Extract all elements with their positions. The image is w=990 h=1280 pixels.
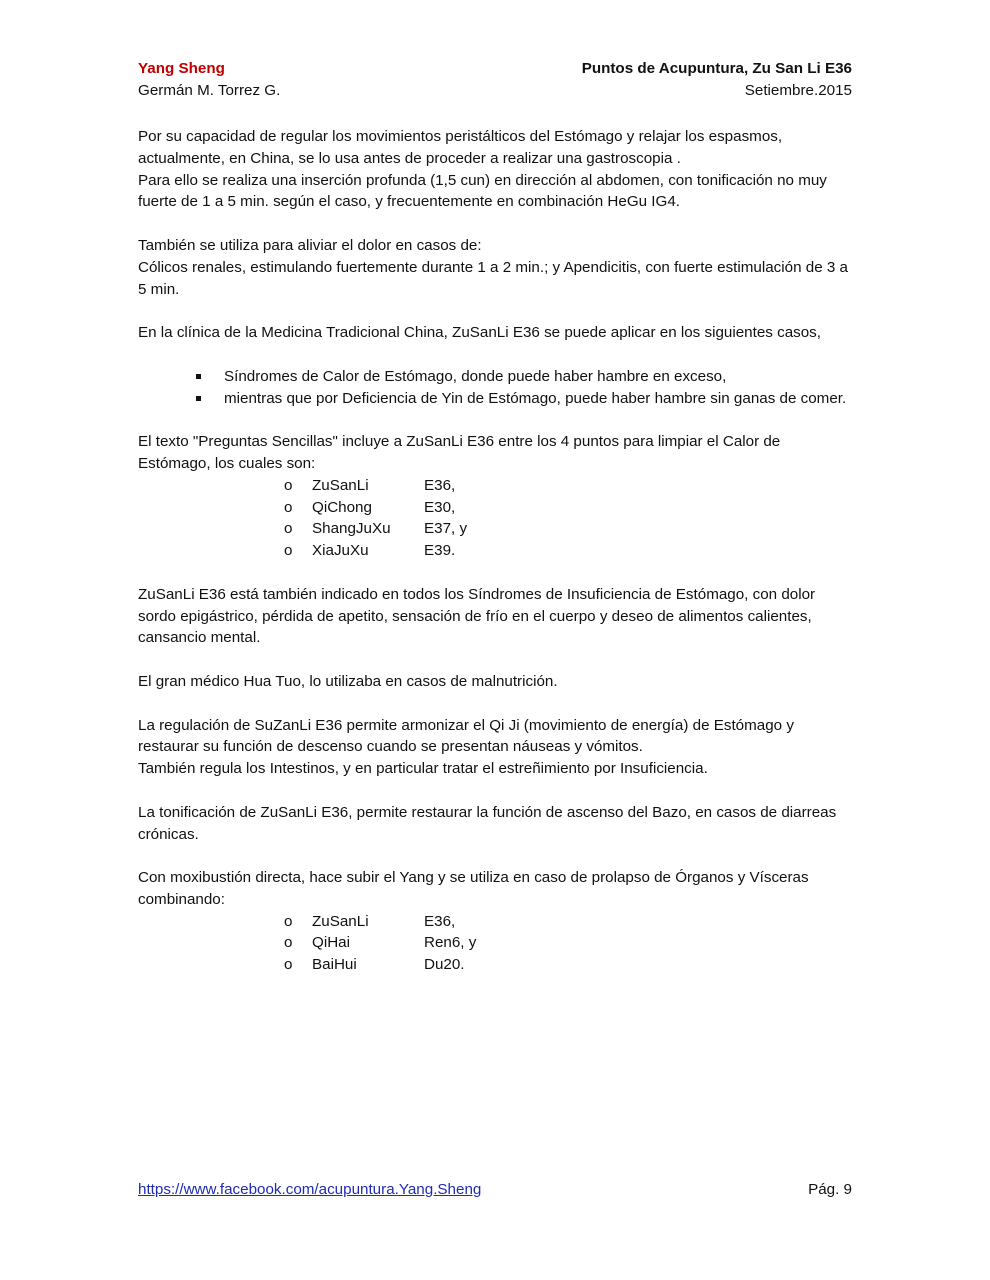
point-name: QiHai (312, 934, 350, 952)
circle-bullet-icon: o (284, 912, 293, 930)
list-item (138, 954, 852, 976)
paragraph: La tonificación de ZuSanLi E36, permite restaurar la función de ascenso del Bazo, en casos de diarreas crónicas. (138, 803, 837, 843)
paragraph: También se utiliza para aliviar el dolor en casos de: (138, 236, 482, 254)
heat-points-list (138, 475, 852, 562)
bullet-item (138, 366, 852, 388)
page-number: Pág. 9 (808, 1181, 852, 1198)
point-code: Du20. (424, 956, 465, 974)
circle-bullet-icon: o (284, 956, 293, 974)
point-name: ZuSanLi (312, 912, 369, 930)
list-item (138, 932, 852, 954)
bullet-item (138, 388, 852, 410)
point-code: E36, (424, 912, 456, 930)
header-row-1 (138, 58, 852, 80)
page-footer (138, 1179, 852, 1201)
point-code: E39. (424, 542, 456, 560)
brand-title: Yang Sheng (138, 60, 225, 77)
document-date: Setiembre.2015 (744, 82, 852, 99)
document-title: Puntos de Acupuntura, Zu San Li E36 (581, 60, 852, 77)
paragraph: También regula los Intestinos, y en particular tratar el estreñimiento por Insuficiencia. (138, 760, 708, 778)
circle-bullet-icon: o (284, 520, 293, 538)
square-bullet-icon (196, 396, 201, 401)
paragraph: ZuSanLi E36 está también indicado en todos los Síndromes de Insuficiencia de Estómago, con dolor sordo epigástrico, pérdida de apetito, sensación de frío en el cuerpo y deseo de alimentos calientes, cansancio mental. (138, 585, 816, 647)
moxa-points-list (138, 911, 852, 976)
point-code: Ren6, y (424, 934, 477, 952)
point-name: BaiHui (312, 956, 357, 974)
list-item (138, 475, 852, 497)
paragraph: El gran médico Hua Tuo, lo utilizaba en casos de malnutrición. (138, 672, 558, 690)
paragraph: Por su capacidad de regular los movimientos peristálticos del Estómago y relajar los espasmos, actualmente, en China, se lo usa antes de proceder a realizar una gastroscopia . (138, 128, 783, 167)
paragraph: La regulación de SuZanLi E36 permite armonizar el Qi Ji (movimiento de energía) de Estómago y restaurar su función de descenso cuando se presentan náuseas y vómitos. (138, 716, 794, 756)
circle-bullet-icon: o (284, 542, 293, 560)
list-item (138, 540, 852, 562)
point-name: QiChong (312, 498, 372, 516)
paragraph: Con moxibustión directa, hace subir el Yang y se utiliza en caso de prolapso de Órganos y Vísceras combinando: (138, 869, 809, 908)
paragraph: Cólicos renales, estimulando fuertemente durante 1 a 2 min.; y Apendicitis, con fuerte estimulación de 3 a 5 min. (138, 258, 848, 298)
list-item (138, 497, 852, 519)
author-name: Germán M. Torrez G. (138, 82, 281, 99)
bullet-text: mientras que por Deficiencia de Yin de Estómago, puede haber hambre sin ganas de comer. (224, 389, 847, 407)
paragraph: En la clínica de la Medicina Tradicional China, ZuSanLi E36 se puede aplicar en los siguientes casos, (138, 324, 821, 342)
point-name: ZuSanLi (312, 476, 369, 494)
point-name: XiaJuXu (312, 542, 369, 560)
point-code: E37, y (424, 520, 468, 538)
circle-bullet-icon: o (284, 934, 293, 952)
list-item (138, 518, 852, 540)
document-page (138, 58, 852, 976)
circle-bullet-icon: o (284, 476, 293, 494)
paragraph: El texto "Preguntas Sencillas" incluye a ZuSanLi E36 entre los 4 puntos para limpiar el Calor de Estómago, los cuales son: (138, 433, 781, 472)
bullet-list (138, 366, 852, 410)
bullet-text: Síndromes de Calor de Estómago, donde puede haber hambre en exceso, (224, 367, 727, 385)
point-name: ShangJuXu (312, 520, 391, 538)
point-code: E36, (424, 476, 456, 494)
list-item (138, 911, 852, 933)
facebook-link[interactable]: https://www.facebook.com/acupuntura.Yang.Sheng (138, 1181, 482, 1198)
paragraph: Para ello se realiza una inserción profunda (1,5 cun) en dirección al abdomen, con tonificación no muy fuerte de 1 a 5 min. según el caso, y frecuentemente en combinación HeGu IG4. (138, 171, 827, 211)
square-bullet-icon (196, 374, 201, 379)
header-row-2 (138, 80, 852, 102)
point-code: E30, (424, 498, 456, 516)
circle-bullet-icon: o (284, 498, 293, 516)
body-content (138, 126, 852, 976)
